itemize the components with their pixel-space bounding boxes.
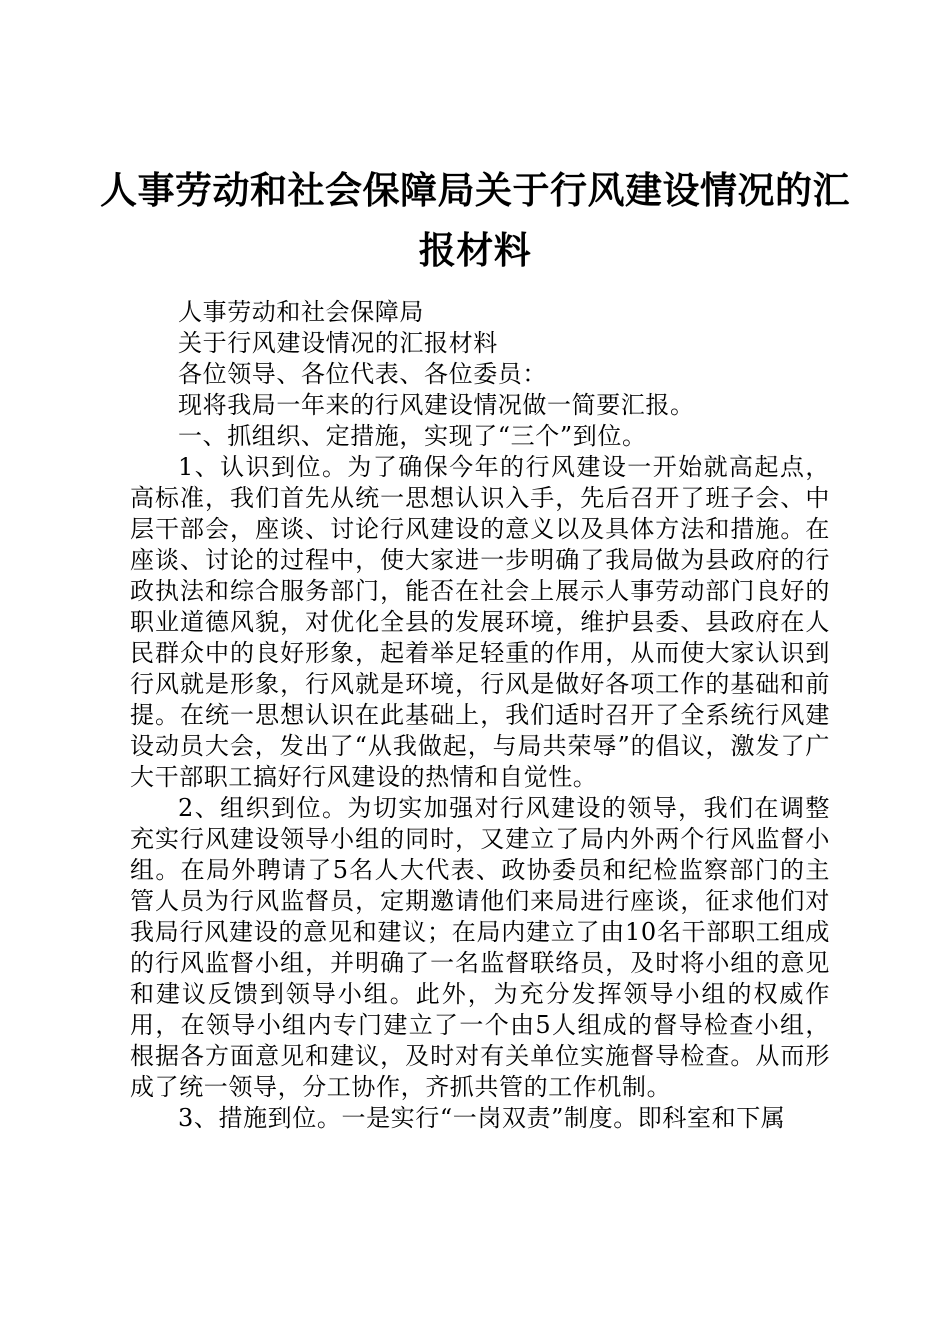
paragraph-org-name: 人事劳动和社会保障局 (178, 298, 424, 326)
paragraph-salutation: 各位领导、各位代表、各位委员： (178, 360, 547, 388)
paragraph-intro: 现将我局一年来的行风建设情况做一简要汇报。 (178, 391, 695, 419)
paragraph-item-3: 3、措施到位。一是实行“一岗双责”制度。即科室和下属 (178, 1104, 786, 1132)
paragraph-item-1: 1、认识到位。为了确保今年的行风建设一开始就高起点，高标准，我们首先从统一思想认识入手，先后召开了班子会、中层干部会，座谈、讨论行风建设的意义以及具体方法和措施。在座谈、讨论的过程中，使大家进一步明确了我局做为县政府的行政执法和综合服务部门，能否在社会上展示人事劳动部门良好的职业道德风貌，对优化全县的发展环境，维护县委、县政府在人民群众中的良好形象，起着举足轻重的作用，从而使大家认识到行风就是形象，行风就是环境，行风是做好各项工作的基础和前提。在统一思想认识在此基础上，我们适时召开了全系统行风建设动员大会，发出了“从我做起，与局共荣辱”的倡议，激发了广大干部职工搞好行风建设的热情和自觉性。 (130, 453, 830, 791)
paragraph-section-heading: 一、抓组织、定措施，实现了“三个”到位。 (178, 422, 647, 450)
document-title: 人事劳动和社会保障局关于行风建设情况的汇报材料 (100, 168, 850, 272)
paragraph-subtitle: 关于行风建设情况的汇报材料 (178, 329, 498, 357)
document-body (130, 297, 830, 1134)
paragraph-item-2: 2、组织到位。为切实加强对行风建设的领导，我们在调整充实行风建设领导小组的同时，又建立了局内外两个行风监督小组。在局外聘请了5名人大代表、政协委员和纪检监察部门的主管人员为行风监督员，定期邀请他们来局进行座谈，征求他们对我局行风建设的意见和建议；在局内建立了由10名干部职工组成的行风监督小组，并明确了一名监督联络员，及时将小组的意见和建议反馈到领导小组。此外，为充分发挥领导小组的权威作用，在领导小组内专门建立了一个由5人组成的督导检查小组，根据各方面意见和建议，及时对有关单位实施督导检查。从而形成了统一领导，分工协作，齐抓共管的工作机制。 (130, 794, 830, 1101)
